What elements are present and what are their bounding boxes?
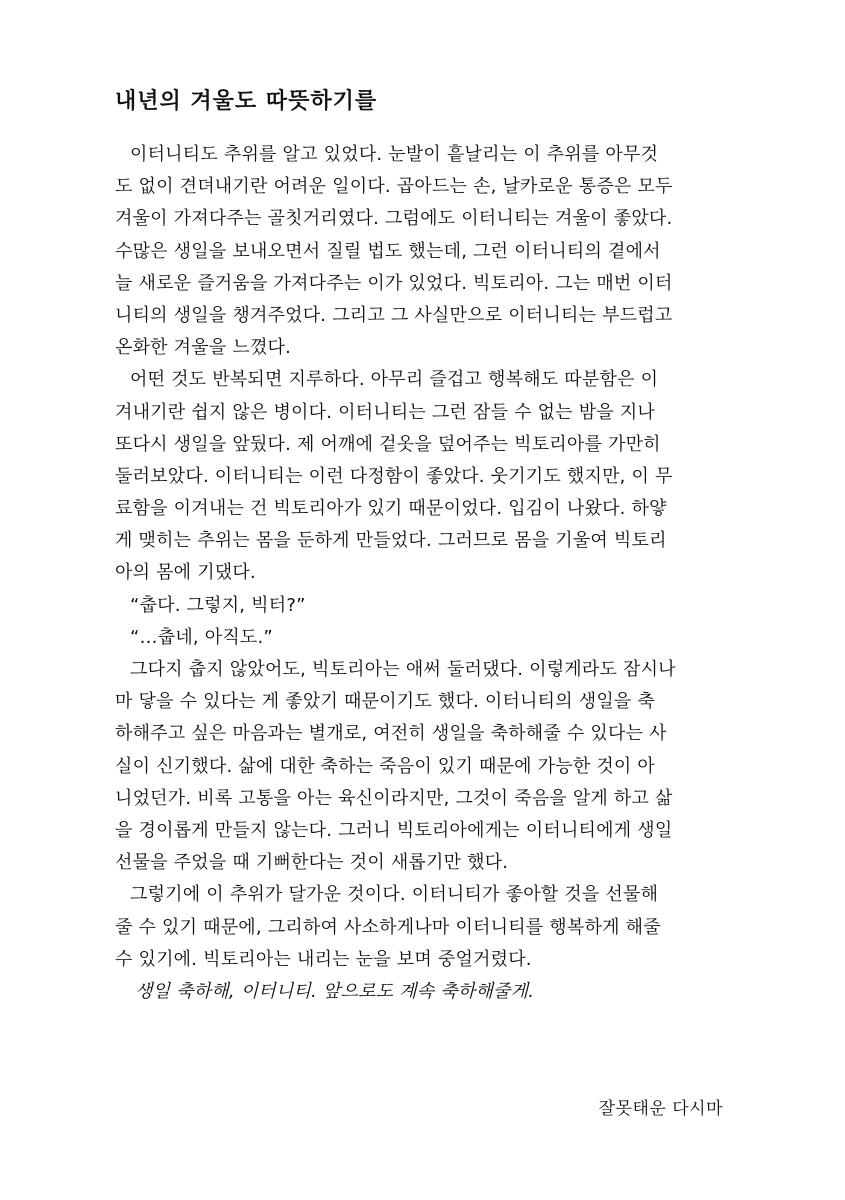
text-line: 료함을 이겨내는 건 빅토리아가 있기 때문이었다. 입김이 나왔다. 하얗 — [115, 498, 667, 520]
text-line: 수많은 생일을 보내오면서 질릴 법도 했는데, 그런 이터니티의 곁에서 — [115, 240, 661, 262]
author-signature: 잘못태운 다시마 — [598, 1099, 723, 1119]
text-line: 도 없이 견뎌내기란 어려운 일이다. 곱아드는 손, 날카로운 통증은 모두 — [115, 176, 673, 198]
text-line: 그다지 춥지 않았어도, 빅토리아는 애써 둘러댔다. 이렇게라도 잠시나 — [130, 659, 676, 680]
document-title: 내년의 겨울도 따뜻하기를 — [115, 89, 378, 114]
text-line: 온화한 겨울을 느꼈다. — [115, 337, 292, 359]
text-line: 그렇기에 이 추위가 달가운 것이다. 이터니티가 좋아할 것을 선물해 — [130, 884, 659, 906]
dialogue-line: “춥다. 그렇지, 빅터?” — [130, 594, 306, 616]
text-line: 니었던가. 비록 고통을 아는 육신이라지만, 그것이 죽음을 알게 하고 삶 — [115, 787, 673, 809]
text-line: 게 맺히는 추위는 몸을 둔하게 만들었다. 그러므로 몸을 기울여 빅토리 — [115, 530, 667, 552]
text-line: 줄 수 있기 때문에, 그리하여 사소하게나마 이터니티를 행복하게 해줄 — [115, 916, 661, 938]
text-line: 하해주고 싶은 마음과는 별개로, 여전히 생일을 축하해줄 수 있다는 사 — [115, 723, 667, 745]
text-line: 어떤 것도 반복되면 지루하다. 아무리 즐겁고 행복해도 따분함은 이 — [130, 369, 659, 391]
dialogue-line: “…춥네, 아직도.” — [130, 626, 273, 648]
text-line: 늘 새로운 즐거움을 가져다주는 이가 있었다. 빅토리아. 그는 매번 이터 — [115, 272, 673, 294]
text-line: 실이 신기했다. 삶에 대한 축하는 죽음이 있기 때문에 가능한 것이 아 — [115, 755, 656, 777]
text-line: 이터니티도 추위를 알고 있었다. 눈발이 흩날리는 이 추위를 아무것 — [130, 144, 659, 165]
text-line: 을 경이롭게 만들지 않는다. 그러니 빅토리아에게는 이터니티에게 생일 — [115, 819, 673, 841]
text-line: 또다시 생일을 앞뒀다. 제 어깨에 겉옷을 덮어주는 빅토리아를 가만히 — [115, 433, 661, 455]
text-line: 겨내기란 쉽지 않은 병이다. 이터니티는 그런 잠들 수 없는 밤을 지나 — [115, 401, 656, 423]
text-line: 겨울이 가져다주는 골칫거리였다. 그럼에도 이터니티는 겨울이 좋았다. — [115, 208, 673, 230]
text-line: 선물을 주었을 때 기뻐한다는 것이 새롭기만 했다. — [115, 852, 509, 874]
text-line: 둘러보았다. 이터니티는 이런 다정함이 좋았다. 웃기기도 했지만, 이 무 — [115, 465, 673, 487]
text-line: 아의 몸에 기댔다. — [115, 562, 256, 584]
text-line: 마 닿을 수 있다는 게 좋았기 때문이기도 했다. 이터니티의 생일을 축 — [115, 691, 656, 713]
italic-closing-line: 생일 축하해, 이터니티. 앞으로도 계속 축하해줄게. — [135, 980, 535, 1002]
text-line: 니티의 생일을 챙겨주었다. 그리고 그 사실만으로 이터니티는 부드럽고 — [115, 304, 673, 326]
text-line: 수 있기에. 빅토리아는 내리는 눈을 보며 중얼거렸다. — [115, 948, 532, 970]
body-text — [115, 139, 737, 1008]
